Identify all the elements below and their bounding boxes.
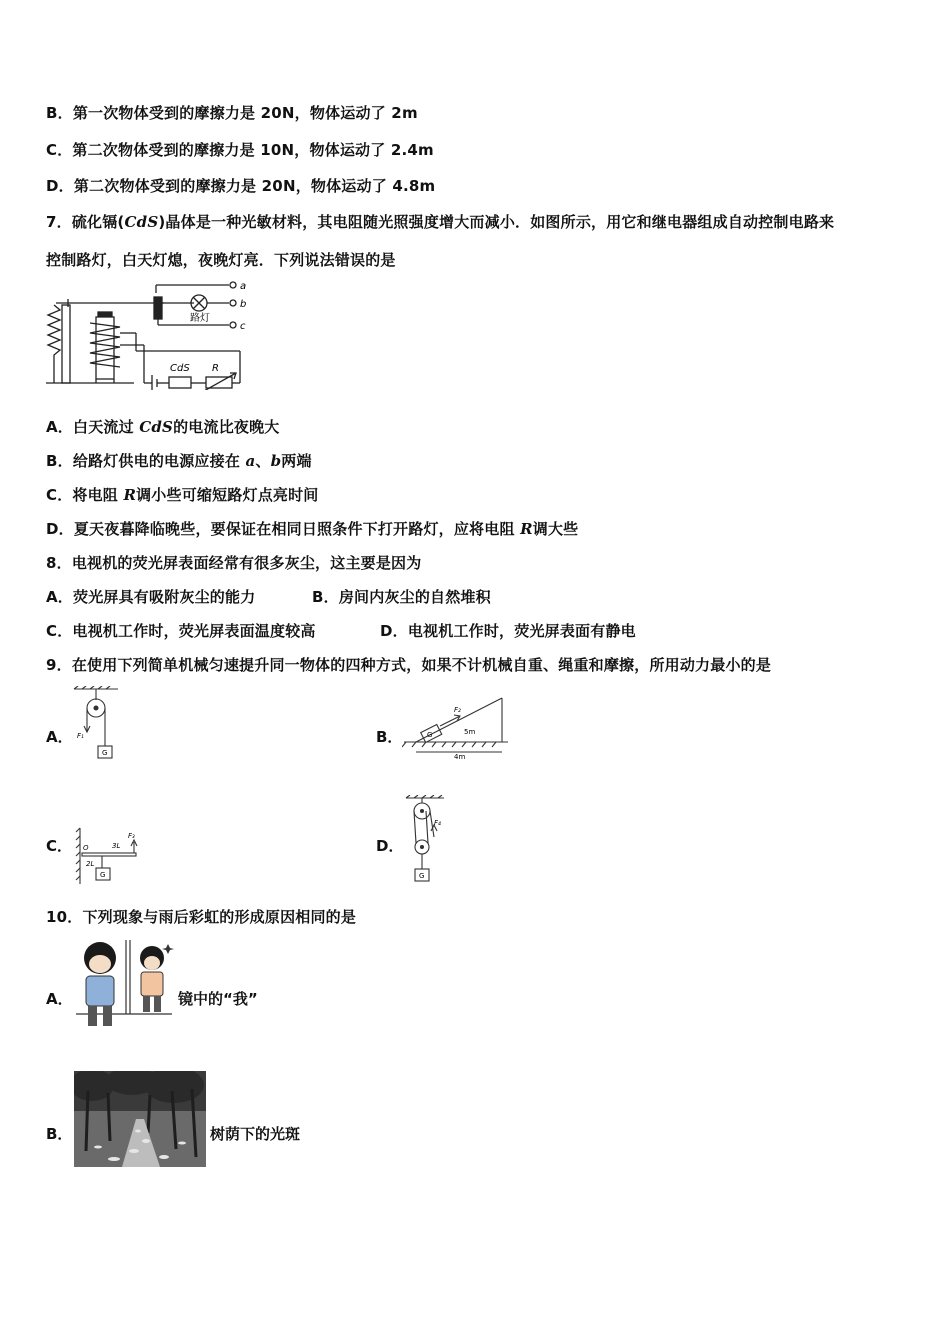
svg-text:F₁: F₁ — [77, 732, 84, 740]
svg-text:4m: 4m — [454, 753, 466, 760]
q10-caption-b: 树荫下的光斑 — [210, 1125, 301, 1143]
svg-text:O: O — [83, 844, 89, 852]
q9-label-c: C． — [46, 837, 73, 855]
q7-stem-line1: 7．硫化镉(CdS)晶体是一种光敏材料，其电阻随光照强度增大而减小．如图所示，用它和继电器组成自动控制电路来 — [46, 213, 835, 231]
q10-tree-shade-photo — [74, 1071, 206, 1167]
q8-option-d: D．电视机工作时，荧光屏表面有静电 — [380, 622, 636, 640]
q10-label-a: A． — [46, 990, 73, 1008]
q9-pulley-block-figure — [404, 795, 446, 887]
terminal-b-label: b — [240, 299, 247, 310]
q9-stem: 9．在使用下列简单机械匀速提升同一物体的四种方式，如果不计机械自重、绳重和摩擦，所用动力最小的是 — [46, 656, 772, 674]
svg-text:3L: 3L — [112, 842, 121, 850]
q9-label-d: D． — [376, 837, 404, 855]
q7-option-d: D．夏天夜暮降临晚些，要保证在相同日照条件下打开路灯，应将电阻 R调大些 — [46, 520, 579, 538]
svg-text:F₄: F₄ — [434, 819, 441, 827]
terminal-a-label: a — [240, 281, 247, 292]
svg-text:G: G — [100, 871, 106, 879]
svg-text:G: G — [419, 872, 425, 880]
q7-option-b: B．给路灯供电的电源应接在 a、b两端 — [46, 452, 312, 470]
q9-incline-figure — [402, 692, 510, 760]
q9-fixed-pulley-figure — [70, 686, 125, 764]
svg-text:2L: 2L — [86, 860, 95, 868]
q6-option-b: B．第一次物体受到的摩擦力是 20N，物体运动了 2m — [46, 104, 418, 122]
resistor-label: R — [212, 363, 219, 374]
svg-text:5m: 5m — [464, 728, 476, 736]
q7-option-c: C．将电阻 R调小些可缩短路灯点亮时间 — [46, 486, 319, 504]
q10-stem: 10．下列现象与雨后彩虹的形成原因相同的是 — [46, 908, 357, 926]
svg-text:F₃: F₃ — [128, 832, 135, 840]
terminal-c-label: c — [240, 321, 246, 332]
svg-text:F₂: F₂ — [454, 706, 461, 714]
q9-label-a: A． — [46, 728, 73, 746]
q8-option-c: C．电视机工作时，荧光屏表面温度较高 — [46, 622, 316, 640]
cds-label: CdS — [170, 363, 190, 374]
q6-option-c: C．第二次物体受到的摩擦力是 10N，物体运动了 2.4m — [46, 141, 434, 159]
svg-text:G: G — [427, 731, 433, 739]
q6-option-d: D．第二次物体受到的摩擦力是 20N，物体运动了 4.8m — [46, 177, 436, 195]
q7-stem-line2: 控制路灯，白天灯熄，夜晚灯亮．下列说法错误的是 — [46, 251, 396, 269]
q7-option-a: A．白天流过 CdS的电流比夜晚大 — [46, 418, 280, 436]
q10-mirror-figure — [74, 936, 174, 1032]
q10-caption-a: 镜中的“我” — [178, 990, 258, 1008]
lamp-label: 路灯 — [190, 313, 210, 324]
q8-option-a: A．荧光屏具有吸附灰尘的能力 — [46, 588, 256, 606]
svg-text:G: G — [102, 749, 108, 757]
q8-stem: 8．电视机的荧光屏表面经常有很多灰尘，这主要是因为 — [46, 554, 422, 572]
q9-label-b: B． — [376, 728, 403, 746]
q9-lever-figure — [72, 826, 144, 886]
q10-label-b: B． — [46, 1125, 73, 1143]
q7-relay-circuit-figure — [44, 275, 254, 390]
q8-option-b: B．房间内灰尘的自然堆积 — [312, 588, 491, 606]
